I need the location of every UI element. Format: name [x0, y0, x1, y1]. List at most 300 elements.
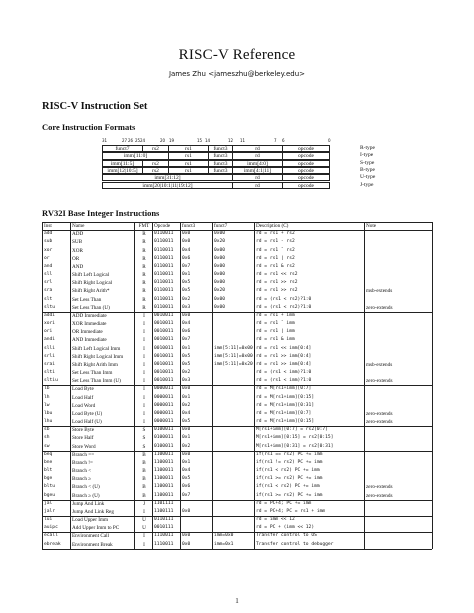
format-field: opcode [282, 174, 330, 181]
table-cell: 0x0 [182, 239, 191, 245]
table-cell: 0x2 [182, 370, 191, 376]
table-cell: R [142, 239, 146, 246]
table-cell: Load Word [72, 402, 96, 409]
table-cell: rd = rs1 ˆ rs2 [256, 247, 295, 253]
table-cell: zero-extends [366, 419, 393, 426]
table-cell: 0x00 [214, 304, 226, 310]
table-cell: 0x1 [182, 435, 191, 441]
table-row [42, 394, 432, 402]
table-cell [212, 312, 254, 320]
table-row [42, 312, 432, 320]
table-cell: 0000011 [154, 402, 174, 408]
table-cell: 0x5 [182, 476, 191, 482]
table-cell: imm=0x0 [214, 533, 234, 539]
table-cell [212, 369, 254, 377]
table-cell: xor [44, 247, 53, 253]
table-cell: 0000011 [154, 410, 174, 416]
table-cell: I [143, 394, 145, 401]
table-column-rule [254, 222, 255, 549]
table-cell: Store Byte [72, 427, 95, 434]
table-cell: Set Less Than Imm [72, 370, 113, 377]
table-cell: sll [44, 272, 53, 278]
table-cell: beq [44, 451, 53, 457]
format-field: opcode [282, 145, 330, 152]
table-cell: I [143, 410, 145, 417]
table-cell [364, 353, 432, 361]
table-cell: 1110011 [154, 541, 174, 547]
bit-label: 6 [282, 138, 285, 143]
table-cell: rd = rs1 << imm[0:4] [256, 345, 312, 351]
format-field: rd [232, 174, 282, 181]
table-cell [212, 410, 254, 418]
table-cell: if(rs1 < rs2) PC += imm [256, 484, 320, 490]
table-cell [364, 320, 432, 328]
format-type-label: B-type [360, 166, 375, 173]
format-field: rd [232, 145, 282, 152]
table-cell: zero-extends [366, 492, 393, 499]
table-cell: 0x4 [182, 410, 191, 416]
table-cell: bge [44, 476, 53, 482]
table-row [42, 279, 432, 287]
table-cell: if(rs1 != rs2) PC += imm [256, 459, 323, 465]
table-cell: sltu [44, 304, 56, 310]
format-row [102, 152, 432, 159]
table-cell [212, 402, 254, 410]
bit-label: 7 [274, 138, 277, 143]
table-cell: ecall [44, 533, 58, 539]
table-cell: 0x1 [182, 459, 191, 465]
format-field: opcode [282, 152, 330, 159]
table-cell: I [143, 386, 145, 393]
table-cell: 0x7 [182, 263, 191, 269]
table-cell: jal [44, 500, 53, 506]
table-cell: 0010011 [154, 337, 174, 343]
format-field: rs1 [168, 160, 208, 167]
table-row [42, 426, 432, 434]
table-row [42, 230, 432, 238]
table-cell: 0x5 [182, 361, 191, 367]
table-cell: Jump And Link Reg [72, 508, 114, 515]
table-cell [364, 263, 432, 271]
table-cell: zero-extends [366, 378, 393, 385]
format-type-label: U-type [360, 174, 376, 181]
table-cell: 1100111 [154, 508, 174, 514]
table-cell: sw [44, 443, 50, 449]
table-cell: OR [72, 255, 80, 262]
table-cell: bne [44, 459, 53, 465]
format-field: imm[11:5] [102, 160, 142, 167]
table-cell: 0000011 [154, 419, 174, 425]
table-row [42, 500, 432, 508]
table-cell [364, 255, 432, 263]
table-cell: 0x0 [182, 427, 191, 433]
bit-label: 0 [328, 138, 331, 143]
table-cell: 0000011 [154, 386, 174, 392]
table-cell [364, 532, 432, 540]
format-field: imm[11:0] [102, 152, 168, 159]
table-cell: R [142, 255, 146, 262]
table-cell: 0110011 [154, 280, 174, 286]
table-cell: B [142, 484, 146, 491]
table-cell [364, 516, 432, 524]
table-cell: sub [44, 239, 53, 245]
format-row [102, 145, 432, 152]
table-cell [364, 394, 432, 402]
table-cell: msb-extends [366, 288, 393, 295]
table-column-rule [212, 222, 213, 549]
table-cell: bltu [44, 484, 56, 490]
table-cell: B [142, 492, 146, 499]
format-type-label: R-type [360, 145, 375, 151]
table-cell: sb [44, 427, 50, 433]
table-cell: Branch == [72, 451, 95, 458]
table-cell: 0x2 [182, 296, 191, 302]
table-cell: 0x0 [182, 451, 191, 457]
table-cell: Shift Right Logical [72, 280, 113, 287]
table-row [42, 541, 432, 549]
table-cell [212, 426, 254, 434]
table-cell: Environment Break [72, 541, 113, 548]
table-cell: rd = M[rs1+imm][0:15] [256, 419, 315, 425]
column-header: Inst [44, 223, 52, 229]
table-cell: rd = M[rs1+imm][0:7] [256, 410, 312, 416]
bit-label: 15 [197, 138, 203, 143]
table-cell [212, 483, 254, 491]
table-cell: andi [44, 337, 56, 343]
table-row [42, 524, 432, 532]
table-cell: AND Immediate [72, 337, 107, 344]
table-cell: I [143, 312, 145, 319]
table-cell: B [142, 459, 146, 466]
table-cell [364, 345, 432, 353]
table-column-rule [70, 222, 71, 549]
table-cell: lw [44, 402, 50, 408]
table-cell [212, 467, 254, 475]
table-cell: M[rs1+imm][0:31] = rs2[0:31] [256, 443, 334, 449]
table-cell: rd = (rs1 < imm)?1:0 [256, 378, 312, 384]
format-field: rs1 [168, 145, 208, 152]
table-cell: rd = rs1 - rs2 [256, 239, 295, 245]
table-row [42, 475, 432, 483]
table-cell: I [143, 533, 145, 540]
table-cell: 0x00 [214, 231, 226, 237]
table-cell [212, 394, 254, 402]
format-field: imm[4:1|11] [232, 167, 282, 174]
table-cell: Branch ≥ (U) [72, 492, 100, 499]
table-cell: SUB [72, 239, 83, 246]
table-cell: addi [44, 312, 56, 318]
table-cell: if(rs1 < rs2) PC += imm [256, 468, 320, 474]
table-cell: 0x5 [182, 419, 191, 425]
table-cell: 1110011 [154, 533, 174, 539]
table-cell: 0010011 [154, 321, 174, 327]
table-cell: 0x0 [182, 508, 191, 514]
table-cell: 0010011 [154, 378, 174, 384]
table-row [42, 377, 432, 385]
format-field: opcode [282, 167, 330, 174]
table-cell: 0x3 [182, 304, 191, 310]
table-cell [364, 508, 432, 516]
rv32i-heading: RV32I Base Integer Instructions [42, 208, 160, 218]
page-title: RISC-V Reference [178, 47, 296, 63]
table-cell: I [143, 321, 145, 328]
table-cell [364, 451, 432, 459]
table-cell: Load Half (U) [72, 419, 102, 426]
table-header-row [42, 222, 432, 230]
table-cell: 0x6 [182, 255, 191, 261]
table-cell: Load Upper Imm [72, 517, 109, 524]
column-header: Name [72, 223, 85, 229]
table-cell: auipc [44, 525, 58, 531]
table-cell: zero-extends [366, 484, 393, 491]
bit-label: 25 [135, 138, 141, 143]
table-cell: 0x7 [182, 492, 191, 498]
page-number: 1 [235, 597, 239, 605]
format-type-label: S-type [360, 159, 375, 166]
table-cell: Transfer control to debugger [256, 541, 334, 547]
table-cell [212, 443, 254, 451]
table-cell [212, 336, 254, 344]
table-cell: 0110011 [154, 296, 174, 302]
table-cell: 0x00 [214, 296, 226, 302]
table-cell: I [143, 353, 145, 360]
table-cell: ori [44, 329, 53, 335]
table-cell: XOR Immediate [72, 321, 107, 328]
table-cell: ebreak [44, 541, 61, 547]
table-row [42, 296, 432, 304]
table-cell: I [143, 508, 145, 515]
table-cell: 1100011 [154, 451, 174, 457]
table-cell: Set Less Than [72, 296, 102, 303]
table-column-rule [152, 222, 153, 549]
table-cell: srli [44, 353, 56, 359]
table-cell [180, 524, 212, 532]
format-field: rd [232, 152, 282, 159]
table-cell: 0x4 [182, 321, 191, 327]
table-cell: R [142, 280, 146, 287]
table-cell: bgeu [44, 492, 56, 498]
table-cell [212, 434, 254, 442]
table-cell: 0x2 [182, 402, 191, 408]
table-cell: or [44, 255, 50, 261]
table-cell: lhu [44, 419, 53, 425]
table-cell: if(rs1 == rs2) PC += imm [256, 451, 323, 457]
table-row [42, 402, 432, 410]
table-cell: Branch != [72, 459, 93, 466]
table-cell: S [142, 427, 146, 434]
table-cell: srai [44, 361, 56, 367]
table-cell: I [143, 329, 145, 336]
table-cell: 0110011 [154, 247, 174, 253]
table-cell: if(rs1 >= rs2) PC += imm [256, 492, 323, 498]
table-column-rule [180, 222, 181, 549]
format-row [102, 182, 432, 189]
table-cell: msb-extends [366, 361, 393, 368]
format-field: opcode [282, 182, 330, 189]
table-cell: 0x00 [214, 263, 226, 269]
table-cell: lb [44, 386, 50, 392]
format-field: rs2 [142, 160, 168, 167]
table-cell [212, 475, 254, 483]
table-row [42, 459, 432, 467]
bit-label: 24 [140, 138, 146, 143]
table-cell: U [142, 525, 146, 532]
table-cell: 0x5 [182, 280, 191, 286]
format-field: imm[12|10:5] [102, 167, 142, 174]
table-cell: srl [44, 280, 53, 286]
table-row [42, 532, 432, 540]
table-cell: R [142, 247, 146, 254]
table-cell: Load Half [72, 394, 94, 401]
table-cell: I [143, 361, 145, 368]
table-cell [364, 238, 432, 246]
format-row [102, 160, 432, 167]
table-cell: 0010011 [154, 361, 174, 367]
table-row [42, 361, 432, 369]
table-cell [212, 451, 254, 459]
table-cell: rd = M[rs1+imm][0:7] [256, 386, 312, 392]
table-cell: slti [44, 370, 56, 376]
table-row [42, 271, 432, 279]
format-field: rs1 [168, 167, 208, 174]
table-cell: lh [44, 394, 50, 400]
table-cell [212, 328, 254, 336]
table-cell: AND [72, 263, 84, 270]
table-cell: 0x7 [182, 337, 191, 343]
table-cell: Set Less Than Imm (U) [72, 378, 121, 385]
table-row [42, 353, 432, 361]
table-cell: rd = rs1 & imm [256, 337, 295, 343]
table-cell: Shift Left Logical [72, 272, 110, 279]
table-cell: 0010111 [154, 525, 174, 531]
table-cell: slli [44, 345, 56, 351]
table-cell [364, 434, 432, 442]
table-row [42, 492, 432, 500]
table-cell: J [142, 500, 146, 507]
table-row [42, 336, 432, 344]
table-cell [364, 385, 432, 393]
table-cell [364, 500, 432, 508]
table-cell: 0110011 [154, 304, 174, 310]
table-row [42, 263, 432, 271]
table-cell: rd = rs1 + imm [256, 312, 295, 318]
table-cell: Branch < [72, 468, 92, 475]
table-cell: lbu [44, 410, 53, 416]
table-cell: 0x00 [214, 247, 226, 253]
table-cell: 1100011 [154, 476, 174, 482]
table-cell: 0010011 [154, 353, 174, 359]
table-cell: M[rs1+imm][0:7] = rs2[0:7] [256, 427, 328, 433]
table-cell [212, 418, 254, 426]
table-cell: ADD [72, 231, 84, 238]
table-cell [364, 230, 432, 238]
table-cell: rd = rs1 >> rs2 [256, 288, 298, 294]
table-cell: if(rs1 >= rs2) PC += imm [256, 476, 323, 482]
table-rule [42, 549, 432, 550]
table-row [42, 385, 432, 393]
table-cell: rd = imm << 12 [256, 517, 295, 523]
bit-label: 19 [169, 138, 175, 143]
bit-label: 26 [128, 138, 134, 143]
table-cell: I [143, 345, 145, 352]
bit-label: 14 [205, 138, 211, 143]
author-line: James Zhu <jameszhu@berkeley.edu> [168, 70, 306, 78]
table-cell: S [142, 435, 146, 442]
table-cell: I [143, 378, 145, 385]
table-cell: Store Half [72, 435, 94, 442]
column-header: Note [366, 223, 377, 229]
table-cell [364, 296, 432, 304]
table-row [42, 247, 432, 255]
table-cell: Store Word [72, 443, 96, 450]
table-cell [364, 475, 432, 483]
table-cell: 0x20 [214, 239, 226, 245]
table-cell: Load Byte (U) [72, 410, 103, 417]
table-cell: 0x0 [182, 533, 191, 539]
table-cell: Add Upper Imm to PC [72, 525, 120, 532]
table-cell: 0x3 [182, 378, 191, 384]
table-cell: zero-extends [366, 304, 393, 311]
table-cell [212, 508, 254, 516]
table-cell: Shift Right Logical Imm [72, 353, 124, 360]
table-cell: 0010011 [154, 370, 174, 376]
table-cell: add [44, 231, 53, 237]
table-cell: R [142, 272, 146, 279]
table-cell: Shift Right Arith Imm [72, 361, 118, 368]
table-cell: I [143, 337, 145, 344]
table-cell: zero-extends [366, 410, 393, 417]
table-cell: 0x6 [182, 329, 191, 335]
table-cell: XOR [72, 247, 83, 254]
table-cell [212, 377, 254, 385]
format-field: opcode [282, 160, 330, 167]
table-cell [364, 312, 432, 320]
table-row [42, 508, 432, 516]
table-cell: 0110011 [154, 255, 174, 261]
table-cell: Transfer control to OS [256, 533, 317, 539]
format-field: imm[20|10:1|11|19:12] [102, 182, 232, 189]
table-row [42, 345, 432, 353]
table-cell [212, 524, 254, 532]
table-cell: Load Byte [72, 386, 94, 393]
table-column-rule [42, 222, 43, 549]
table-cell: 0110111 [154, 517, 174, 523]
table-cell [212, 385, 254, 393]
table-cell: 0110011 [154, 239, 174, 245]
table-cell: rd = PC+4; PC = rs1 + imm [256, 508, 326, 514]
table-cell [364, 369, 432, 377]
table-cell: blt [44, 468, 53, 474]
table-cell [180, 516, 212, 524]
table-cell: 0x20 [214, 288, 226, 294]
table-cell: rd = rs1 + rs2 [256, 231, 295, 237]
bit-label: 27 [122, 138, 128, 143]
table-cell: 0x5 [182, 353, 191, 359]
column-header: Opcode [154, 223, 171, 229]
table-cell: 0x00 [214, 280, 226, 286]
table-cell: M[rs1+imm][0:15] = rs2[0:15] [256, 435, 334, 441]
table-cell: rd = rs1 & rs2 [256, 263, 295, 269]
table-row [42, 328, 432, 336]
table-cell: imm[5:11]=0x00 [214, 345, 253, 351]
column-header: funct3 [182, 223, 196, 229]
bit-label: 31 [102, 138, 108, 143]
table-cell [364, 328, 432, 336]
table-cell: sh [44, 435, 50, 441]
format-field: rd [232, 182, 282, 189]
format-field: rs2 [142, 145, 168, 152]
bit-label: 12 [228, 138, 234, 143]
